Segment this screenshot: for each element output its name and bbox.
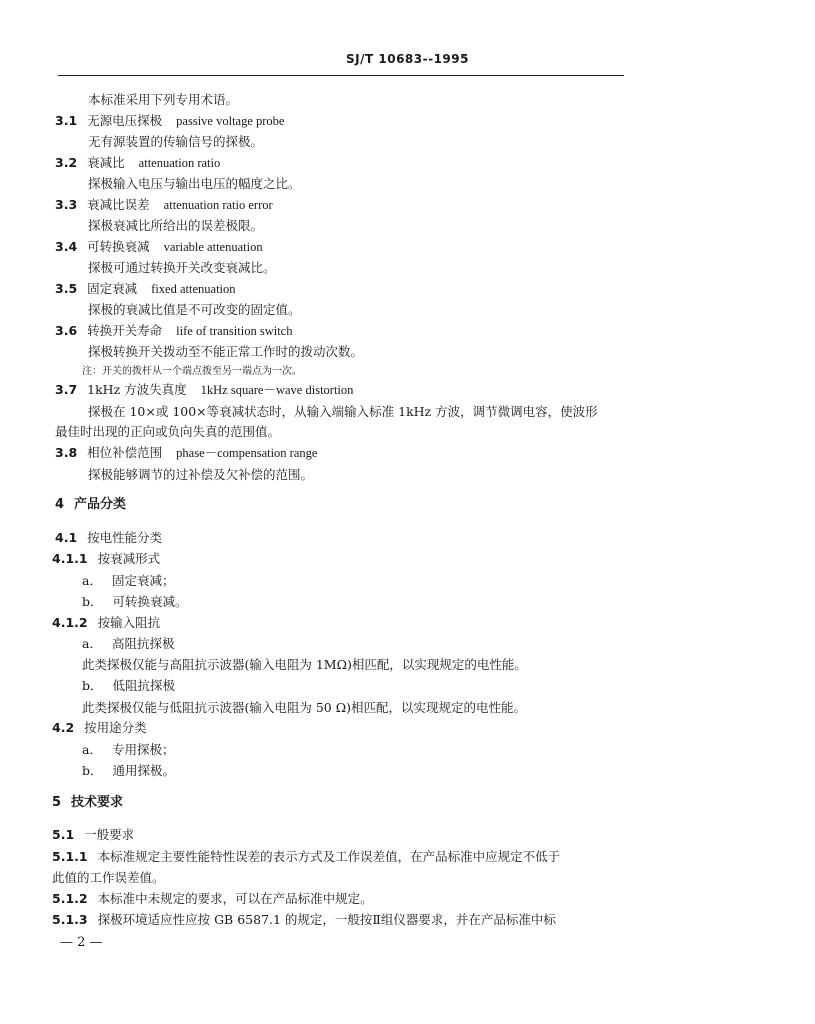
section-number: 5 (52, 795, 62, 810)
list-text: 通用探极。 (112, 763, 176, 778)
term-number: 3.4 (55, 239, 78, 254)
list-marker: b． (82, 594, 103, 609)
term-cn: 固定衰减 (87, 281, 138, 296)
term-number: 3.7 (55, 382, 78, 397)
clause-number: 5.1.1 (52, 849, 88, 864)
page-number: — 2 — (60, 935, 103, 950)
term-cn: 衰减比 (87, 155, 125, 170)
term-en: phase－compensation range (176, 446, 318, 460)
list-marker: b． (82, 763, 103, 778)
term-en: attenuation ratio error (163, 198, 273, 212)
term-3-3 (55, 197, 273, 213)
clause-number: 4.2 (52, 720, 75, 735)
section-4-heading (55, 497, 126, 513)
list-item (82, 594, 188, 610)
term-number: 3.1 (55, 113, 78, 128)
term-cn: 可转换衰减 (87, 239, 150, 254)
clause-title: 按用途分类 (84, 720, 147, 735)
clause-5-1-3 (52, 912, 556, 928)
term-definition: 探极转换开关拨动至不能正常工作时的拨动次数。 (88, 344, 364, 359)
clause-title: 按衰减形式 (97, 551, 161, 566)
clause-number: 4.1 (55, 530, 78, 545)
term-3-6 (55, 323, 292, 339)
term-number: 3.8 (55, 445, 78, 460)
term-number: 3.3 (55, 197, 78, 212)
term-3-4 (55, 239, 263, 255)
list-text: 低阻抗探极 (112, 678, 176, 693)
term-en: fixed attenuation (151, 282, 236, 296)
term-definition: 探极衰减比所给出的误差极限。 (88, 218, 264, 233)
term-cn: 无源电压探极 (87, 113, 163, 128)
clause-text: 本标准规定主要性能特性误差的表示方式及工作误差值，在产品标准中应规定不低于 (97, 849, 561, 864)
term-en: passive voltage probe (176, 114, 285, 128)
term-en: attenuation ratio (138, 156, 221, 170)
term-definition: 无有源装置的传输信号的探极。 (88, 134, 264, 149)
term-cn: 1kHz 方波失真度 (87, 382, 187, 397)
clause-5-1-1 (52, 849, 560, 865)
term-en: variable attenuation (163, 240, 263, 254)
note-text: 注：开关的拨杆从一个端点拨至另一端点为一次。 (82, 366, 302, 377)
list-text: 高阻抗探极 (111, 636, 175, 651)
clause-number: 5.1.2 (52, 891, 88, 906)
term-3-1 (55, 113, 284, 129)
list-marker: a． (82, 573, 102, 588)
clause-number: 4.1.1 (52, 551, 88, 566)
term-3-8 (55, 445, 317, 461)
list-item (82, 763, 175, 779)
list-text: 可转换衰减。 (112, 594, 188, 609)
clause-5-1-2 (52, 891, 373, 907)
term-3-7 (55, 382, 353, 398)
term-number: 3.2 (55, 155, 78, 170)
clause-text-cont: 此值的工作误差值。 (52, 870, 165, 885)
clause-4-1-2 (52, 615, 160, 631)
list-item (82, 573, 174, 589)
term-3-5 (55, 281, 236, 297)
intro-text: 本标准采用下列专用术语。 (88, 92, 239, 107)
list-marker: b． (82, 678, 103, 693)
clause-text: 探极环境适应性应按 GB 6587.1 的规定，一般按Ⅱ组仪器要求，并在产品标准中标 (97, 912, 556, 927)
list-text: 专用探极； (111, 742, 175, 757)
term-definition: 探极输入电压与输出电压的幅度之比。 (88, 176, 301, 191)
term-cn: 转换开关寿命 (87, 323, 163, 338)
term-definition: 探极的衰减比值是不可改变的固定值。 (88, 302, 301, 317)
list-item (82, 678, 175, 694)
term-cn: 衰减比误差 (87, 197, 150, 212)
term-definition-cont: 最佳时出现的正向或负向失真的范围值。 (55, 424, 281, 439)
term-3-2 (55, 155, 220, 171)
term-en: life of transition switch (176, 324, 293, 338)
clause-5-1 (52, 827, 134, 843)
section-number: 4 (55, 497, 65, 512)
term-definition: 探极可通过转换开关改变衰减比。 (88, 260, 276, 275)
term-cn: 相位补偿范围 (87, 445, 163, 460)
term-en: 1kHz square－wave distortion (200, 383, 354, 397)
clause-4-1 (55, 530, 162, 546)
header-rule (58, 75, 624, 76)
term-definition: 探极能够调节的过补偿及欠补偿的范围。 (88, 467, 314, 482)
section-title: 技术要求 (71, 795, 124, 810)
page-header: SJ/T 10683--1995 (346, 52, 469, 66)
clause-title: 一般要求 (84, 827, 135, 842)
clause-4-2 (52, 720, 147, 736)
term-number: 3.6 (55, 323, 78, 338)
list-description: 此类探极仅能与高阻抗示波器(输入电阻为 1MΩ)相匹配，以实现规定的电性能。 (82, 657, 527, 672)
list-marker: a． (82, 636, 102, 651)
section-title: 产品分类 (74, 497, 127, 512)
clause-number: 4.1.2 (52, 615, 88, 630)
list-marker: a． (82, 742, 102, 757)
clause-number: 5.1 (52, 827, 75, 842)
section-5-heading (52, 795, 123, 811)
clause-number: 5.1.3 (52, 912, 88, 927)
term-definition: 探极在 10×或 100×等衰减状态时，从输入端输入标准 1kHz 方波，调节微调电容，使波形 (88, 404, 598, 419)
clause-4-1-1 (52, 551, 160, 567)
term-number: 3.5 (55, 281, 78, 296)
list-item (82, 636, 174, 652)
clause-title: 按输入阻抗 (97, 615, 161, 630)
list-description: 此类探极仅能与低阻抗示波器(输入电阻为 50 Ω)相匹配，以实现规定的电性能。 (82, 700, 526, 715)
list-item (82, 742, 174, 758)
clause-title: 按电性能分类 (87, 530, 163, 545)
clause-text: 本标准中未规定的要求，可以在产品标准中规定。 (97, 891, 373, 906)
list-text: 固定衰减； (111, 573, 175, 588)
